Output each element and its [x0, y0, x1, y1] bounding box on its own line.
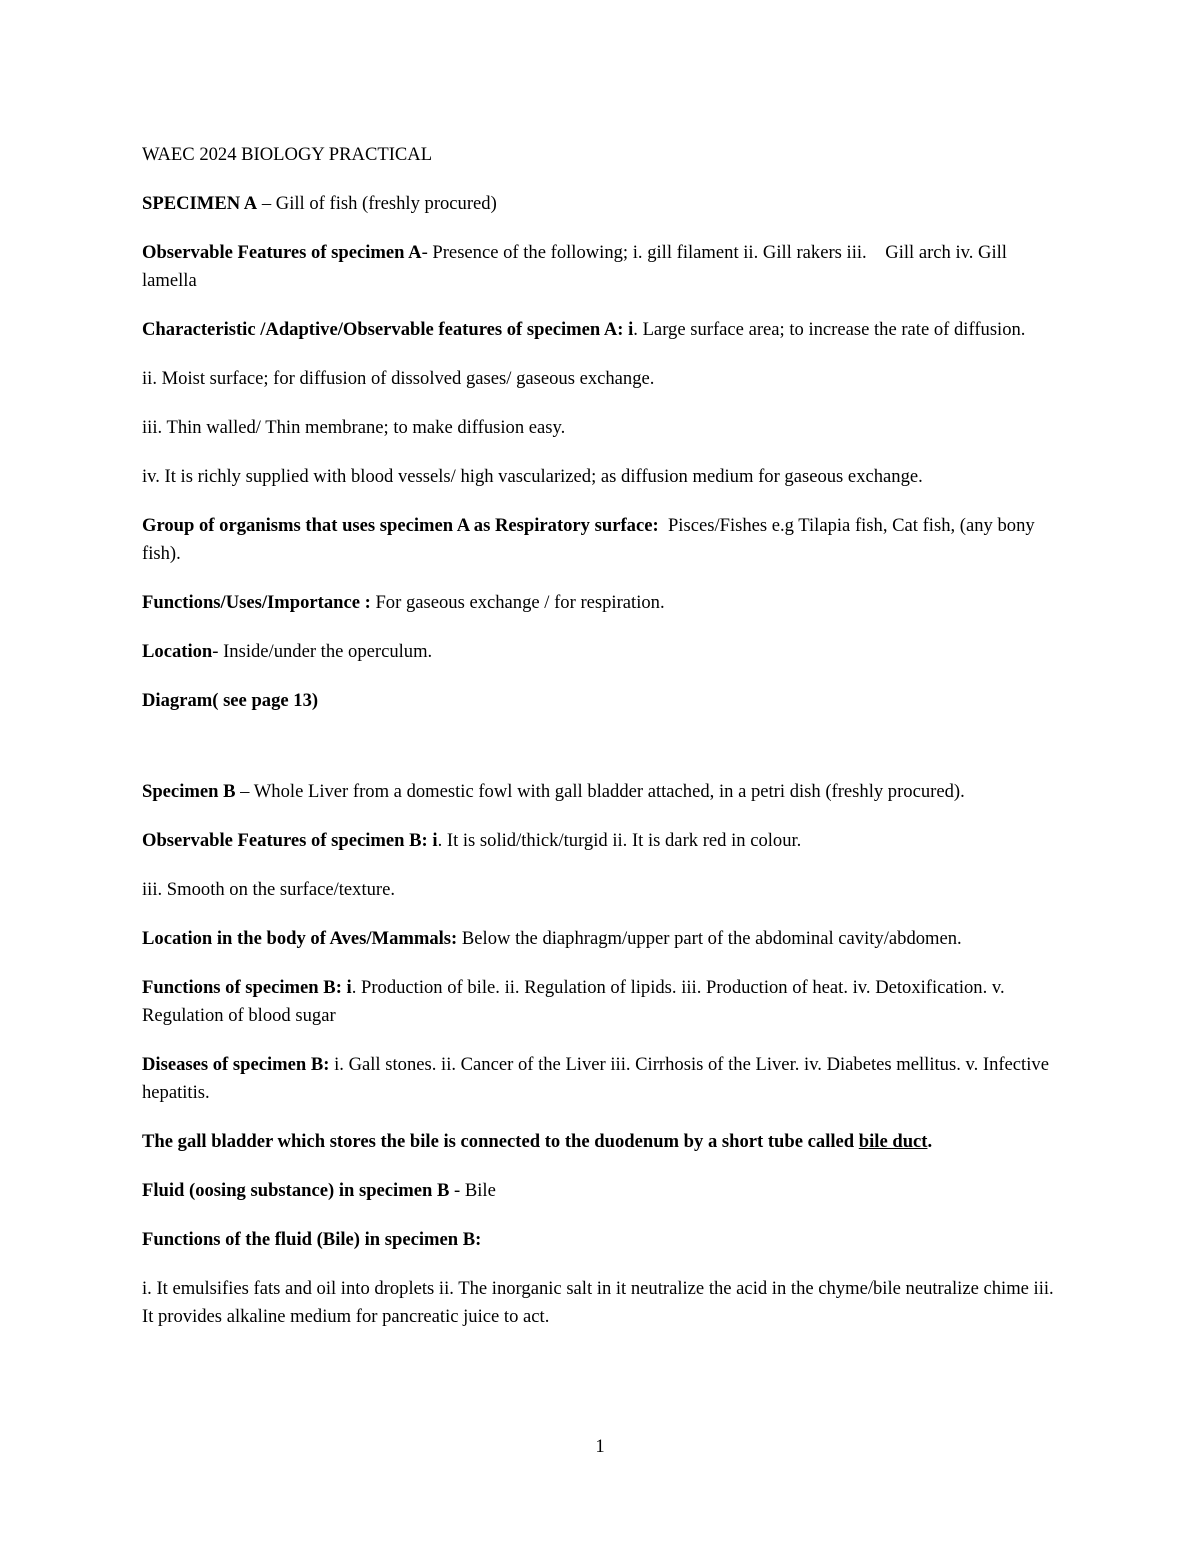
page-number: 1	[595, 1436, 605, 1457]
bile-duct-term: bile duct	[858, 1131, 928, 1152]
specimen-a-organism-group: Group of organisms that uses specimen A as Respiratory surface: Pisces/Fishes e.g Tilapia fish, Cat fish, (any bony fish).	[142, 515, 1040, 564]
specimen-a-heading: SPECIMEN A – Gill of fish (freshly procured)	[142, 193, 497, 214]
specimen-b-observable-iii: iii. Smooth on the surface/texture.	[142, 879, 396, 900]
specimen-b-functions: Functions of specimen B: i. Production of bile. ii. Regulation of lipids. iii. Production of heat. iv. Detoxification. v. Regulation of blood sugar	[142, 977, 1005, 1026]
fluid-functions-heading: Functions of the fluid (Bile) in specimen B:	[142, 1229, 482, 1250]
fluid-functions-text: i. It emulsifies fats and oil into droplets ii. The inorganic salt in it neutralize the acid in the chyme/bile neutralize chime iii. It provides alkaline medium for pancreatic juice to act.	[142, 1278, 1054, 1327]
specimen-a-char-ii: ii. Moist surface; for diffusion of dissolved gases/ gaseous exchange.	[142, 368, 655, 389]
specimen-a-observable-features: Observable Features of specimen A- Presence of the following; i. gill filament ii. Gill rakers iii. Gill arch iv. Gill lamella	[142, 242, 1012, 291]
specimen-b-diseases: Diseases of specimen B: i. Gall stones. ii. Cancer of the Liver iii. Cirrhosis of the Liver. iv. Diabetes mellitus. v. Infective hepatitis.	[142, 1054, 1049, 1103]
specimen-b-heading: Specimen B – Whole Liver from a domestic fowl with gall bladder attached, in a petri dish (freshly procured).	[142, 781, 965, 802]
specimen-a-char-iv: iv. It is richly supplied with blood vessels/ high vascularized; as diffusion medium for gaseous exchange.	[142, 466, 923, 487]
specimen-b-fluid: Fluid (oosing substance) in specimen B - Bile	[142, 1180, 496, 1201]
specimen-a-diagram-reference: Diagram( see page 13)	[142, 690, 319, 711]
specimen-b-observable-features: Observable Features of specimen B: i. It is solid/thick/turgid ii. It is dark red in colour.	[142, 830, 802, 851]
specimen-a-location: Location- Inside/under the operculum.	[142, 641, 433, 662]
specimen-a-characteristics: Characteristic /Adaptive/Observable features of specimen A: i. Large surface area; to increase the rate of diffusion.	[142, 319, 1026, 340]
specimen-b-location: Location in the body of Aves/Mammals: Below the diaphragm/upper part of the abdominal cavity/abdomen.	[142, 928, 962, 949]
gall-bladder-statement: The gall bladder which stores the bile is connected to the duodenum by a short tube called bile duct.	[142, 1131, 933, 1152]
document-body	[142, 141, 1062, 1352]
specimen-a-functions: Functions/Uses/Importance : For gaseous exchange / for respiration.	[142, 592, 665, 613]
specimen-a-char-iii: iii. Thin walled/ Thin membrane; to make diffusion easy.	[142, 417, 566, 438]
document-title: WAEC 2024 BIOLOGY PRACTICAL	[142, 144, 433, 165]
